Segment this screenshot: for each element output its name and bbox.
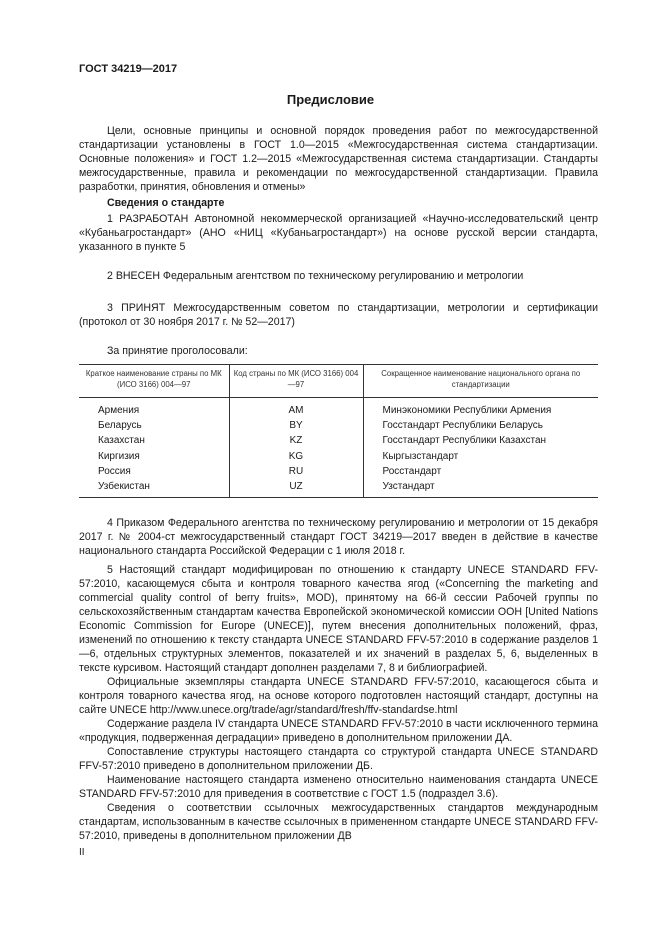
cell-code: KG	[229, 449, 363, 464]
cell-body: Госстандарт Республики Беларусь	[363, 418, 598, 433]
table-row	[79, 398, 598, 419]
voted-block	[79, 344, 598, 358]
item-5-paragraph: Сопоставление структуры настоящего стандарта со структурой стандарта UNECE STANDARD FFV-57:2010 приведено в дополнительном приложении ДБ.	[79, 746, 598, 772]
item-2-block	[79, 269, 598, 283]
table-row	[79, 433, 598, 448]
item-5-paragraph: Содержание раздела IV стандарта UNECE STANDARD FFV-57:2010 в части исключенного термина «продукция, подверженная деградации» приведено в дополнительном приложении ДА.	[79, 718, 598, 744]
header-national-body: Сокращенное наименование национального органа по стандартизации	[363, 365, 598, 398]
cell-body: Минэкономики Республики Армения	[363, 398, 598, 419]
cell-body: Росстандарт	[363, 464, 598, 479]
item-2-introduced: 2 ВНЕСЕН Федеральным агентством по техническому регулированию и метрологии	[107, 270, 524, 282]
cell-code: UZ	[229, 479, 363, 498]
table-row	[79, 449, 598, 464]
cell-code: RU	[229, 464, 363, 479]
item-5-paragraph: Наименование настоящего стандарта изменено относительно наименования стандарта UNECE STANDARD FFV-57:2010 для приведения в соответствие с ГОСТ 1.5 (подраздел 3.6).	[79, 774, 598, 800]
info-heading: Сведения о стандарте	[107, 197, 225, 209]
info-heading-block	[79, 196, 598, 210]
intro-paragraph: Цели, основные принципы и основной порядок проведения работ по межгосударственной стандартизации установлены в ГОСТ 1.0—2015 «Межгосударственная система стандартизации. Основные положения» и ГОСТ 1.2—2015 «Межгосударственная система стандартизации. Стандарты межгосударственные, правила и рекомендации по межгосударственной стандартизации. Правила разработки, принятия, обновления и отмены»	[79, 125, 598, 193]
page-title: Предисловие	[286, 92, 375, 107]
item-3-block	[79, 301, 598, 329]
cell-body: Узстандарт	[363, 479, 598, 498]
item-1-block	[79, 212, 598, 254]
table-row	[79, 464, 598, 479]
intro-block	[79, 124, 598, 194]
cell-body: Госстандарт Республики Казахстан	[363, 433, 598, 448]
item-5-block	[79, 563, 598, 843]
standard-designation: ГОСТ 34219—2017	[79, 63, 178, 75]
voted-label: За принятие проголосовали:	[107, 345, 248, 357]
item-5-paragraph: 5 Настоящий стандарт модифицирован по отношению к стандарту UNECE STANDARD FFV-57:2010, касающемуся сбыта и контроля товарного качества ягод («Concerning the marketing and commercial quality control of berry fruits», MOD), принятому на 66-й сессии Рабочей группы по сельскохозяйственным стандартам качества Европейской экономической комиссии ООН [United Nations Economic Commission for Europe (UNECE)], путем внесения дополнительных положений, фраз, изменений по отношению к тексту стандарта UNECE STANDARD FFV-57:2010 в содержание разделов 1—6, отдельных структурных элементов, показателей и их значений в разделах 5, 6, выделенных в тексте курсивом. Настоящий стандарт дополнен разделами 7, 8 и библиографией.	[79, 564, 598, 674]
cell-country: Россия	[98, 465, 131, 477]
item-4-block	[79, 516, 598, 558]
table-header-row	[79, 365, 598, 398]
cell-code: KZ	[229, 433, 363, 448]
cell-country: Беларусь	[98, 420, 142, 432]
cell-body: Кыргызстандарт	[363, 449, 598, 464]
cell-code: AM	[229, 398, 363, 419]
page-number: II	[79, 847, 85, 858]
cell-country: Армения	[98, 405, 140, 416]
voting-table	[79, 364, 598, 498]
cell-country: Казахстан	[98, 435, 145, 447]
table-row	[79, 479, 598, 498]
header-country-name: Краткое наименование страны по МК (ИСО 3166) 004—97	[79, 365, 229, 398]
cell-code: BY	[229, 418, 363, 433]
cell-country: Узбекистан	[79, 479, 229, 498]
item-5-paragraph: Сведения о соответствии ссылочных межгосударственных стандартов международным стандартам, использованным в качестве ссылочных в примененном стандарте UNECE STANDARD FFV-57:2010, приведены в дополнительном приложении ДВ	[79, 802, 598, 842]
header-country-code: Код страны по МК (ИСО 3166) 004—97	[229, 365, 363, 398]
cell-country: Киргизия	[98, 450, 140, 462]
table-row	[79, 418, 598, 433]
item-5-paragraph: Официальные экземпляры стандарта UNECE STANDARD FFV-57:2010, касающегося сбыта и контроля товарного качества ягод, на основе которого подготовлен настоящий стандарт, доступны на сайте UNECE http://www.unece.org/trade/agr/standard/fresh/ffv-standardse.html	[79, 676, 598, 716]
item-1-developed: 1 РАЗРАБОТАН Автономной некоммерческой организацией «Научно-исследовательский центр «Кубаньагростандарт» (АНО «НИЦ «Кубаньагростандарт») на основе русской версии стандарта, указанного в пункте 5	[79, 213, 598, 253]
item-4-order: 4 Приказом Федерального агентства по техническому регулированию и метрологии от 15 декабря 2017 г. № 2004-ст межгосударственный стандарт ГОСТ 34219—2017 введен в действие в качестве национального стандарта Российской Федерации с 1 июля 2018 г.	[79, 517, 598, 557]
item-3-adopted: 3 ПРИНЯТ Межгосударственным советом по стандартизации, метрологии и сертификации (протокол от 30 ноября 2017 г. № 52—2017)	[79, 302, 598, 328]
